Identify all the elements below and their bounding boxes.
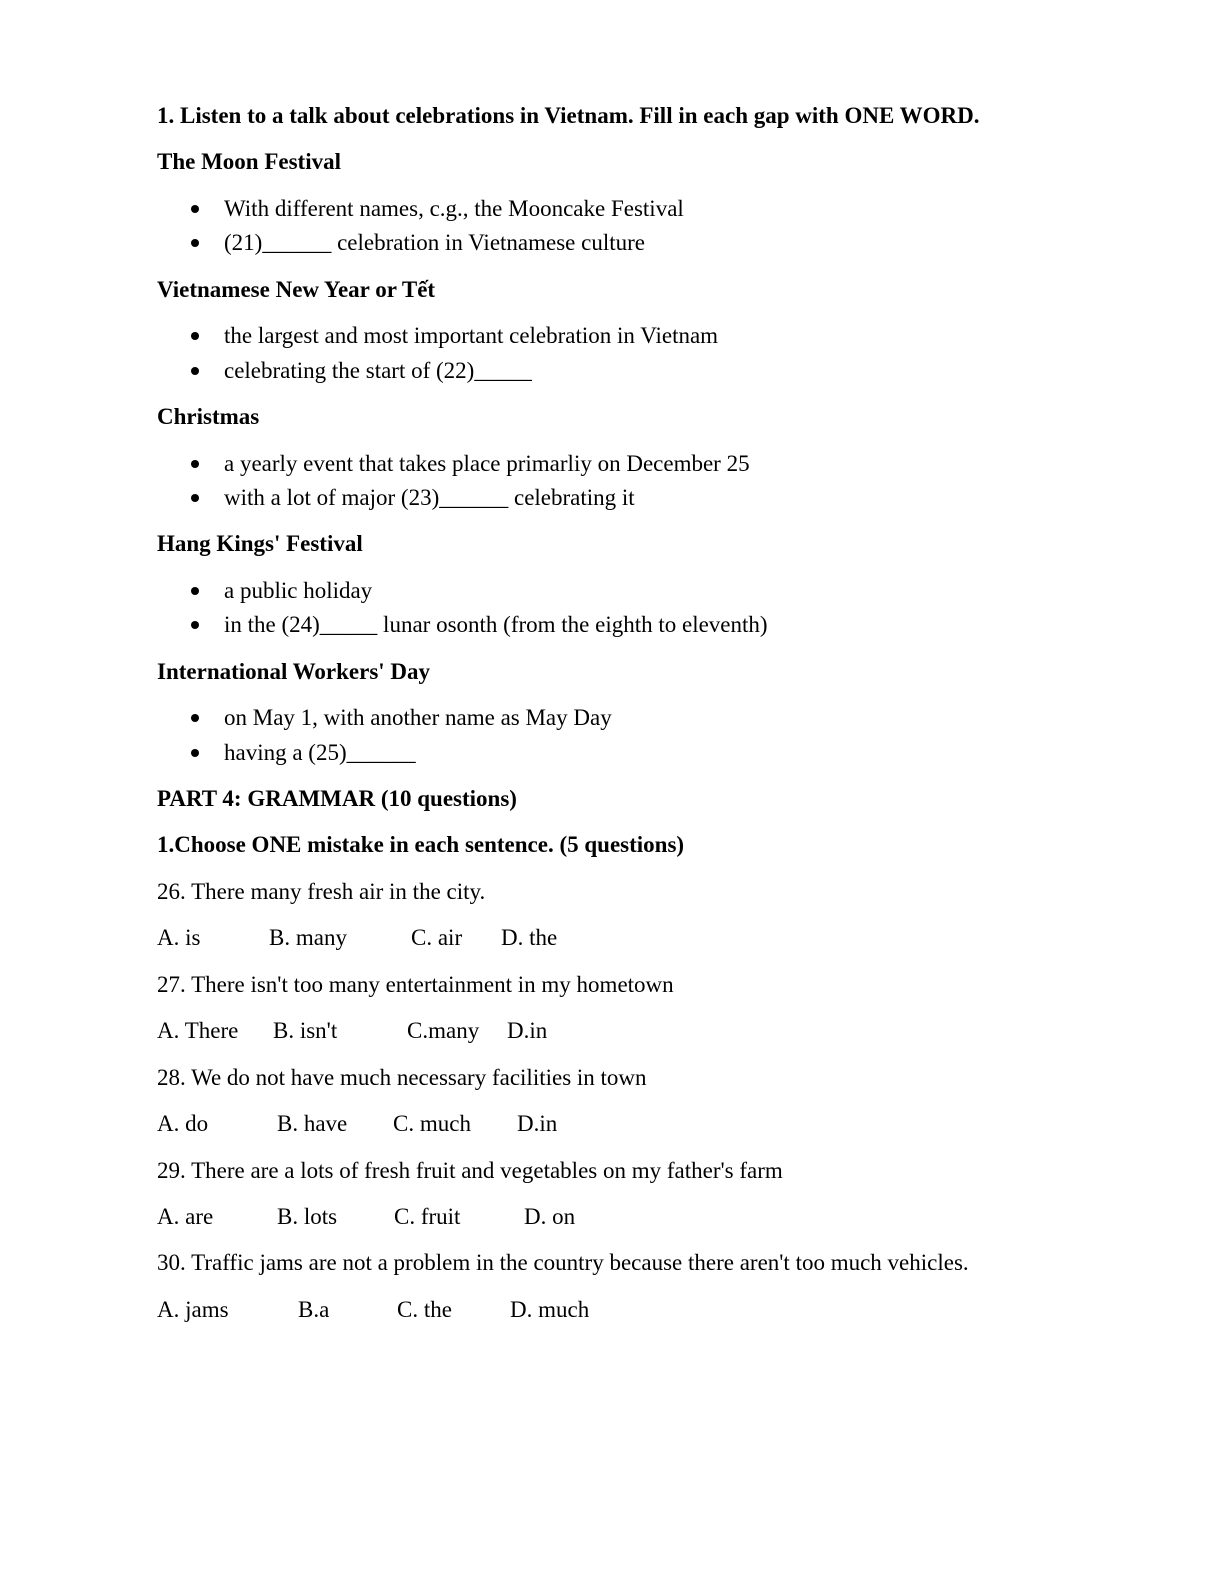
- bullet-icon: [191, 205, 199, 213]
- festival-heading: Vietnamese New Year or Tết: [157, 276, 436, 302]
- bullet-text: in the (24)_____ lunar osonth (from the eighth to eleventh): [224, 612, 768, 638]
- bullet-text: With different names, c.g., the Mooncake Festival: [224, 195, 684, 221]
- part-title: PART 4: GRAMMAR (10 questions): [157, 786, 517, 811]
- bullet-text: on May 1, with another name as May Day: [224, 705, 612, 731]
- bullet-item: [157, 705, 1117, 731]
- answer-option: D. much: [510, 1296, 590, 1322]
- festival-heading: Christmas: [157, 404, 260, 430]
- bullet-icon: [191, 621, 199, 629]
- bullet-text: celebrating the start of (22)_____: [224, 357, 532, 383]
- festival-bullet-list: [157, 323, 1117, 384]
- answer-option: B. lots: [277, 1203, 338, 1229]
- answer-option: C. fruit: [394, 1203, 461, 1229]
- bullet-item: [157, 740, 1117, 766]
- bullet-icon: [191, 239, 199, 247]
- answer-option: A. do: [157, 1111, 209, 1137]
- answer-option: A. There: [157, 1018, 239, 1044]
- bullet-icon: [191, 332, 199, 340]
- bullet-text: having a (25)______: [224, 739, 416, 765]
- question-text: 26. There many fresh air in the city.: [157, 878, 486, 904]
- festival-heading: Hang Kings' Festival: [157, 531, 363, 557]
- bullet-icon: [191, 494, 199, 502]
- answer-option: D. on: [524, 1203, 576, 1229]
- festival-heading: The Moon Festival: [157, 149, 341, 175]
- answer-option: B.a: [298, 1296, 330, 1322]
- bullet-item: [157, 578, 1117, 604]
- part-instruction: 1.Choose ONE mistake in each sentence. (5 questions): [157, 832, 685, 858]
- festival-heading: International Workers' Day: [157, 658, 431, 684]
- question-text: 28. We do not have much necessary facilities in town: [157, 1064, 647, 1090]
- answer-option: C. much: [393, 1111, 471, 1137]
- festival-bullet-list: [157, 451, 1117, 512]
- festival-bullet-list: [157, 578, 1117, 639]
- bullet-text: a public holiday: [224, 577, 373, 603]
- answer-options: [157, 1204, 1117, 1230]
- bullet-icon: [191, 749, 199, 757]
- bullet-item: [157, 612, 1117, 638]
- answer-options: [157, 925, 1117, 951]
- question-text: 29. There are a lots of fresh fruit and vegetables on my father's farm: [157, 1157, 783, 1183]
- answer-option: D. the: [501, 925, 558, 951]
- bullet-text: a yearly event that takes place primarliy on December 25: [224, 450, 750, 476]
- question-text: 30. Traffic jams are not a problem in the country because there aren't too much vehicles.: [157, 1250, 969, 1276]
- answer-option: B. isn't: [273, 1018, 338, 1044]
- bullet-icon: [191, 460, 199, 468]
- bullet-icon: [191, 587, 199, 595]
- bullet-item: [157, 485, 1117, 511]
- bullet-item: [157, 358, 1117, 384]
- answer-option: C. air: [411, 925, 463, 951]
- answer-options: [157, 1018, 1117, 1044]
- answer-option: C. the: [397, 1296, 452, 1322]
- answer-option: A. jams: [157, 1296, 229, 1322]
- bullet-item: [157, 230, 1117, 256]
- bullet-icon: [191, 714, 199, 722]
- bullet-icon: [191, 367, 199, 375]
- bullet-text: the largest and most important celebration in Vietnam: [224, 323, 719, 349]
- answer-option: A. are: [157, 1203, 214, 1229]
- answer-option: A. is: [157, 925, 201, 951]
- answer-option: D.in: [517, 1111, 558, 1137]
- festival-bullet-list: [157, 196, 1117, 257]
- answer-option: D.in: [507, 1018, 548, 1044]
- answer-options: [157, 1297, 1117, 1323]
- answer-options: [157, 1111, 1117, 1137]
- question-text: 27. There isn't too many entertainment in my hometown: [157, 971, 674, 997]
- answer-option: C.many: [407, 1018, 480, 1044]
- festival-bullet-list: [157, 705, 1117, 766]
- bullet-item: [157, 451, 1117, 477]
- bullet-text: (21)______ celebration in Vietnamese culture: [224, 230, 645, 256]
- bullet-item: [157, 323, 1117, 349]
- answer-option: B. have: [277, 1111, 348, 1137]
- exercise-title: 1. Listen to a talk about celebrations in Vietnam. Fill in each gap with ONE WORD.: [157, 103, 980, 128]
- bullet-text: with a lot of major (23)______ celebrating it: [224, 484, 635, 510]
- answer-option: B. many: [269, 925, 347, 951]
- bullet-item: [157, 196, 1117, 222]
- document-page: [157, 103, 1117, 1343]
